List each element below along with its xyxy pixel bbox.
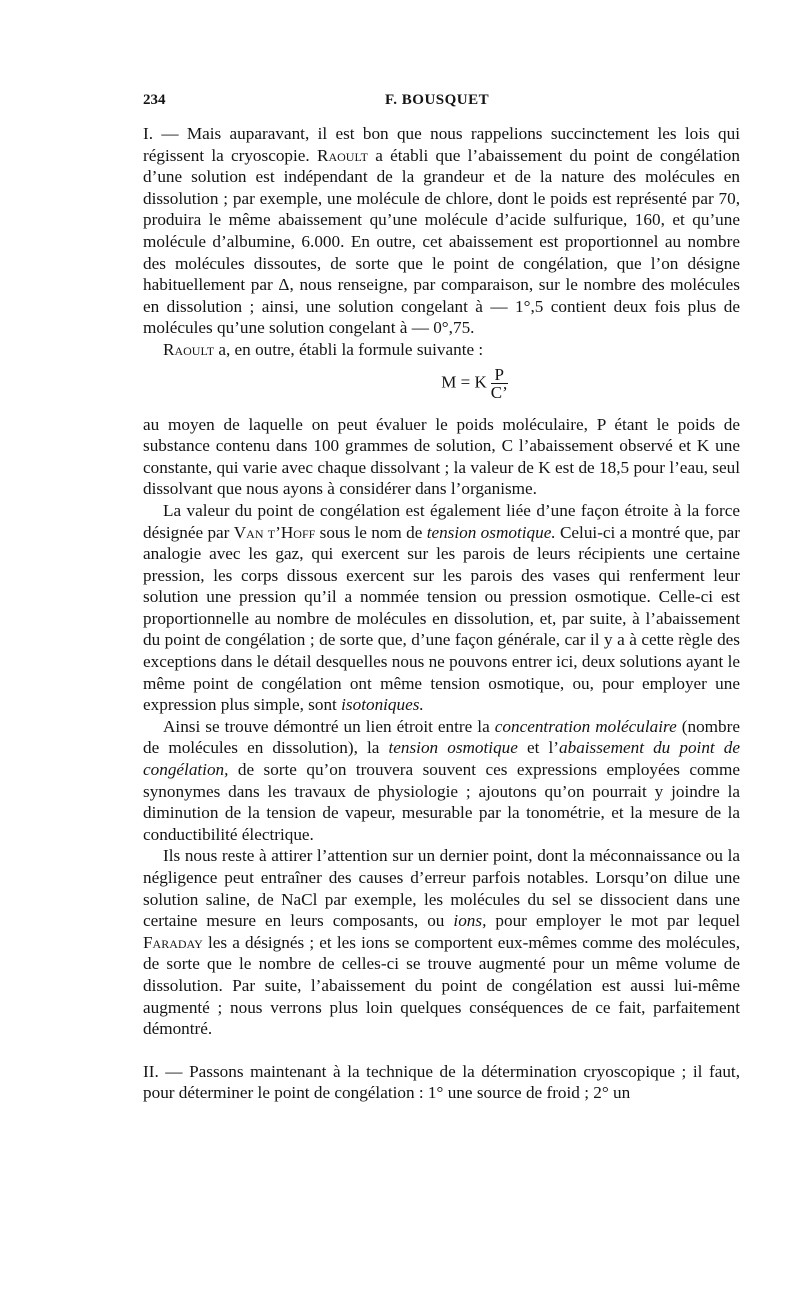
author-name-raoult: Raoult (316, 145, 369, 165)
formula-numerator: P (491, 366, 508, 384)
paragraph-3: au moyen de laquelle on peut évaluer le poids moléculaire, P étant le poids de substance contenu dans 100 grammes de solution, C l’abaissement observé et K une constante, qui varie avec chaque dissolvant ; la valeur de K est de 18,5 pour l’eau, seul dissolvant que nous ayons à considérer dans l’organisme. (143, 414, 740, 499)
paragraph-5: Ainsi se trouve démontré un lien étroit entre la concentration moléculaire (nombre de molécules en dissolution), la tension osmotique et l’abaissement du point de congélation, de sorte qu’on trouvera souvent ces expressions employées comme synonymes dans les travaux de physiologie ; ajoutons qu’on pourrait y joindre la diminution de la tension de vapeur, mesurable par la tonométrie, et la mesure de la conductibilité électrique. (143, 716, 741, 844)
term-abaissement: abaissement du point de congélation, (143, 738, 741, 780)
term-tension-osmotique: tension osmotique. (426, 522, 556, 542)
paragraph-7-section-ii: II. — Passons maintenant à la technique de la détermination cryoscopique ; il faut, pour déterminer le point de congélation : 1° une source de froid ; 2° un (143, 1061, 740, 1103)
term-tension-osmotique: tension osmotique (388, 738, 518, 758)
page-number: 234 (143, 92, 166, 108)
formula-fraction (491, 366, 508, 401)
running-header (143, 92, 738, 116)
running-title: F. BOUSQUET (385, 92, 490, 108)
author-name-faraday: Faraday (143, 932, 203, 952)
body-text (143, 123, 740, 1104)
formula-lhs: M = K (441, 371, 487, 391)
term-isotoniques: isotoniques. (341, 695, 424, 715)
paragraph-1: I. — Mais auparavant, il est bon que nous rappelions succinctement les lois qui régissent la cryoscopie. Raoult a établi que l’abaissement du point de congélation d’une solution est indépendant de la grandeur et de la nature des molécules en dissolution ; par exemple, une molécule de chlore, dont le poids est représenté par 70, produira le même abaissement qu’une molécule d’acide sulfurique, 160, et qu’une molécule d’albumine, 6.000. En outre, cet abaissement est proportionnel au nombre des molécules dissoutes, de sorte que le point de congélation, que l’on désigne habituellement par Δ, nous renseigne, par comparaison, sur le nombre des molécules en dissolution ; ainsi, une solution congelant à — 1°,5 contient deux fois plus de molécules qu’une solution congelant à — 0°,75. (143, 124, 740, 338)
term-concentration-moleculaire: concentration moléculaire (494, 716, 677, 736)
author-name-van-t-hoff: Van t’Hoff (233, 522, 316, 542)
paragraph-6: Ils nous reste à attirer l’attention sur un dernier point, dont la méconnaissance ou la négligence peut entraîner des causes d’erreur parfois notables. Lorsqu’on dilue une solution saline, de NaCl par exemple, les molécules du sel se dissocient dans une certaine mesure en leurs composants, ou ions, pour employer le mot par lequel Faraday les a désignés ; et les ions se comportent eux-mêmes comme des molécules, de sorte que le nombre de celles-ci se trouve augmenté pour un même volume de dissolution. Par suite, l’abaissement du point de congélation est aussi lui-même augmenté ; nous verrons plus loin quelques conséquences de ce fait, parfaitement démontré. (143, 846, 740, 1039)
paragraph-4: La valeur du point de congélation est également liée d’une façon étroite à la force désignée par Van t’Hoff sous le nom de tension osmotique. Celui-ci a montré que, par analogie avec les gaz, qui exercent sur les parois de leurs récipients une certaine pression, les corps dissous exercent sur les parois des vases qui renferment leur solution une pression qu’il a nommée tension ou pression osmotique. Celle-ci est proportionnelle au nombre de molécules en dissolution, et, par suite, à l’abaissement du point de congélation ; de sorte que, d’une façon générale, car il y a à cette règle des exceptions dans le détail desquelles nous ne pouvons entrer ici, deux solutions ayant le même point de congélation ont même tension osmotique, ou, pour employer une expression plus simple, sont isotoniques. (143, 500, 740, 715)
formula (209, 366, 740, 406)
author-name-raoult: Raoult (163, 339, 215, 359)
paragraph-2: Raoult a, en outre, établi la formule suivante : (163, 339, 484, 359)
formula-denominator: C’ (490, 382, 508, 402)
term-ions: ions, (453, 911, 487, 931)
